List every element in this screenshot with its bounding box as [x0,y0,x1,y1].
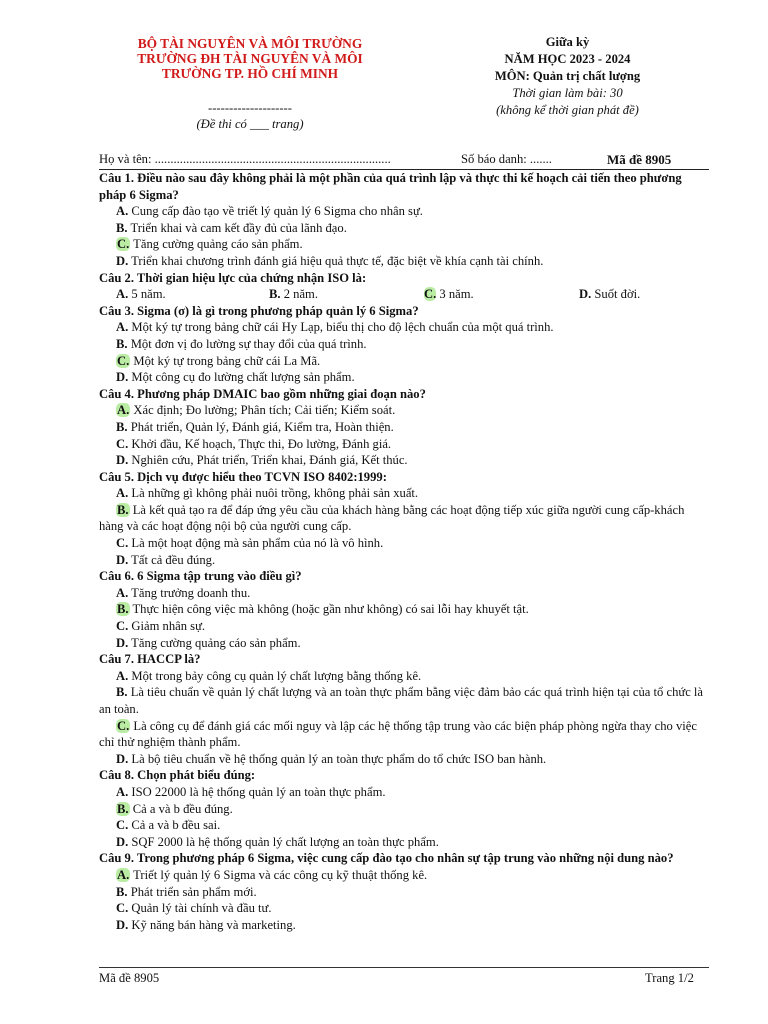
question-5 [99,469,709,569]
exam-time-note: (không kể thời gian phát đề) [496,103,639,117]
option-text: Quản lý tài chính và đầu tư. [131,901,272,916]
option-text: Triển khai chương trình đánh giá hiệu quả thực tế, đặc biệt về khía cạnh tài chính. [131,253,544,268]
answer-option[interactable] [99,319,709,336]
option-key: A. [116,204,129,219]
header-right [455,34,680,119]
option-key: C. [116,536,129,551]
answer-option[interactable] [99,867,709,884]
option-text: Phát triển sản phẩm mới. [130,884,257,899]
option-text: Giảm nhân sự. [131,619,206,634]
answer-option[interactable] [116,286,166,303]
answer-option[interactable] [99,485,709,502]
university-name-line2: TRƯỜNG TP. HỒ CHÍ MINH [161,66,339,81]
question-title: Câu 3. Sigma (σ) là gì trong phương pháp quản lý 6 Sigma? [99,303,419,318]
university-name-line1: TRƯỜNG ĐH TÀI NGUYÊN VÀ MÔI [137,51,363,66]
option-key: B. [116,419,128,434]
answer-option[interactable] [99,585,709,602]
question-7 [99,651,709,767]
exam-time: Thời gian làm bài: 30 [512,86,623,100]
option-key: B. [117,502,129,517]
option-key: D. [116,917,129,932]
student-info-row [99,152,709,169]
option-key: D. [116,253,129,268]
subject: MÔN: Quản trị chất lượng [494,69,641,83]
option-key: B. [116,220,128,235]
option-text: Là tiêu chuẩn về quản lý chất lượng và an toàn thực phẩm bằng việc đảm bảo các quá trình hiện tại của tổ chức là an toàn. [99,685,704,716]
option-key: C. [117,718,130,733]
option-text: Phát triển, Quản lý, Đánh giá, Kiểm tra, Hoàn thiện. [130,419,394,434]
school-year: NĂM HỌC 2023 - 2024 [504,52,631,66]
option-text: Là công cụ để đánh giá các mối nguy và lập các hệ thống tập trung vào các biện pháp phòng ngừa thay cho việc chỉ thử nghiệm thành phẩm. [99,718,697,750]
header-left-notes [110,100,390,132]
answer-option[interactable] [99,203,709,220]
options-row [99,286,709,303]
option-key: D. [116,834,129,849]
option-key: A. [117,867,130,882]
answer-option[interactable] [99,834,709,851]
option-key: A. [116,486,129,501]
option-text: Tăng cường quảng cáo sản phẩm. [133,237,303,252]
footer-exam-code: Mã đề 8905 [99,971,160,985]
option-text: Kỹ năng bán hàng và marketing. [131,917,296,932]
exam-type: Giữa kỳ [545,35,590,49]
answer-option[interactable] [99,900,709,917]
answer-option[interactable] [99,635,709,652]
question-title: Câu 6. 6 Sigma tập trung vào điều gì? [99,569,302,584]
option-key: C. [117,353,130,368]
answer-option[interactable] [99,917,709,934]
option-key: B. [116,336,128,351]
footer-page-number: Trang 1/2 [645,971,694,985]
option-key: A. [116,585,129,600]
student-id-field[interactable]: Số báo danh: ....... [461,152,552,166]
option-key: D. [579,287,592,302]
option-text: Một ký tự trong bảng chữ cái La Mã. [133,353,321,368]
option-text: Một công cụ đo lường chất lượng sản phẩm. [131,370,355,385]
option-text: 5 năm. [131,287,166,302]
question-1 [99,170,709,270]
student-name-field[interactable]: Họ và tên: ........................................................................... [99,152,391,166]
question-4 [99,386,709,469]
option-text: Cả a và b đều đúng. [132,801,233,816]
option-key: A. [116,784,129,799]
header-left [110,36,390,81]
option-text: Triết lý quản lý 6 Sigma và các công cụ kỹ thuật thống kê. [133,867,428,882]
answer-option[interactable] [99,618,709,635]
answer-option[interactable] [99,452,709,469]
answer-option[interactable] [99,220,709,237]
option-key: D. [116,635,129,650]
option-text: Suốt đời. [594,287,641,302]
option-key: B. [117,801,129,816]
answer-option[interactable] [99,369,709,386]
exam-code: Mã đề 8905 [607,152,672,167]
question-title: Câu 4. Phương pháp DMAIC bao gồm những giai đoạn nào? [99,386,426,401]
separator-dashes: -------------------- [208,101,292,115]
option-key: B. [116,884,128,899]
answer-option[interactable] [99,601,709,618]
option-text: Khởi đầu, Kế hoạch, Thực thi, Đo lường, Đánh giá. [131,436,392,451]
option-text: Cả a và b đều sai. [131,818,221,833]
answer-option[interactable] [99,436,709,453]
answer-option[interactable] [99,801,709,818]
question-2 [99,270,709,303]
answer-option[interactable] [99,236,709,253]
option-text: Tăng trưởng doanh thu. [131,585,251,600]
question-title: Câu 9. Trong phương pháp 6 Sigma, việc cung cấp đào tạo cho nhân sự tập trung vào những nội dung nào? [99,851,674,866]
answer-option[interactable] [99,253,709,270]
option-text: Là bộ tiêu chuẩn về hệ thống quản lý an toàn thực phẩm do tổ chức ISO ban hành. [131,751,547,766]
answer-option[interactable] [99,502,709,535]
option-key: C. [116,901,129,916]
answer-option[interactable] [99,817,709,834]
option-text: Tất cả đều đúng. [131,552,216,567]
option-key: A. [117,403,130,418]
option-text: Thực hiện công việc mà không (hoặc gần như không) có sai lỗi hay khuyết tật. [132,602,529,617]
pages-note: (Đề thi có ___ trang) [196,117,304,131]
option-key: D. [116,552,129,567]
option-key: C. [116,818,129,833]
option-key: D. [116,453,129,468]
option-text: Tăng cường quảng cáo sản phẩm. [131,635,301,650]
option-key: D. [116,751,129,766]
answer-option[interactable] [99,751,709,768]
question-8 [99,767,709,850]
answer-option[interactable] [424,286,474,303]
option-key: D. [116,370,129,385]
question-title: Câu 7. HACCP là? [99,652,201,667]
answer-option[interactable] [99,684,709,717]
question-title: Câu 1. Điều nào sau đây không phải là một phần của quá trình lập và thực thi kế hoạch cải tiến theo phương pháp 6 Sigma? [99,171,682,202]
ministry-name: BỘ TÀI NGUYÊN VÀ MÔI TRƯỜNG [137,36,363,51]
question-title: Câu 8. Chọn phát biểu đúng: [99,768,256,783]
option-text: Triển khai và cam kết đầy đủ của lãnh đạo. [130,220,347,235]
option-key: A. [116,668,129,683]
answer-option[interactable] [99,784,709,801]
option-text: Cung cấp đào tạo về triết lý quản lý 6 Sigma cho nhân sự. [131,204,423,219]
answer-option[interactable] [269,286,318,303]
footer-divider [99,967,709,968]
option-text: Nghiên cứu, Phát triển, Triển khai, Đánh giá, Kết thúc. [131,453,408,468]
option-key: C. [116,436,129,451]
answer-option[interactable] [99,668,709,685]
option-text: Một trong bảy công cụ quản lý chất lượng bằng thống kê. [131,668,422,683]
question-3 [99,303,709,386]
option-text: Là những gì không phải nuôi trồng, không phải sản xuất. [131,486,419,501]
option-text: Là kết quả tạo ra để đáp ứng yêu cầu của khách hàng bằng các hoạt động tiếp xúc giữa người cung cấp-khách hàng và các hoạt động nội bộ của người cung cấp. [99,502,685,534]
answer-option[interactable] [99,336,709,353]
question-6 [99,568,709,651]
option-key: A. [116,287,129,302]
option-text: ISO 22000 là hệ thống quản lý an toàn thực phẩm. [131,784,386,799]
option-text: 3 năm. [439,287,474,302]
question-title: Câu 5. Dịch vụ được hiểu theo TCVN ISO 8402:1999: [99,469,387,484]
answer-option[interactable] [99,419,709,436]
option-text: Một đơn vị đo lường sự thay đổi của quá trình. [130,336,367,351]
option-text: Là một hoạt động mà sản phẩm của nó là vô hình. [131,536,384,551]
option-key: C. [116,619,129,634]
option-text: Một ký tự trong bảng chữ cái Hy Lạp, biểu thị cho độ lệch chuẩn của một quá trình. [131,320,554,335]
answer-option[interactable] [99,884,709,901]
option-text: Xác định; Đo lường; Phân tích; Cải tiến; Kiểm soát. [133,403,396,418]
question-9 [99,850,709,933]
answer-option[interactable] [99,402,709,419]
option-key: C. [424,287,437,302]
question-title: Câu 2. Thời gian hiệu lực của chứng nhận ISO là: [99,270,367,285]
option-key: A. [116,320,129,335]
option-text: SQF 2000 là hệ thống quản lý chất lượng an toàn thực phẩm. [131,834,439,849]
option-key: B. [117,602,129,617]
question-list [99,170,709,933]
answer-option[interactable] [99,552,709,569]
option-key: B. [116,685,128,700]
answer-option[interactable] [579,286,640,303]
option-key: C. [117,237,130,252]
option-text: 2 năm. [283,287,318,302]
answer-option[interactable] [99,535,709,552]
option-key: B. [269,287,281,302]
answer-option[interactable] [99,353,709,370]
answer-option[interactable] [99,718,709,751]
